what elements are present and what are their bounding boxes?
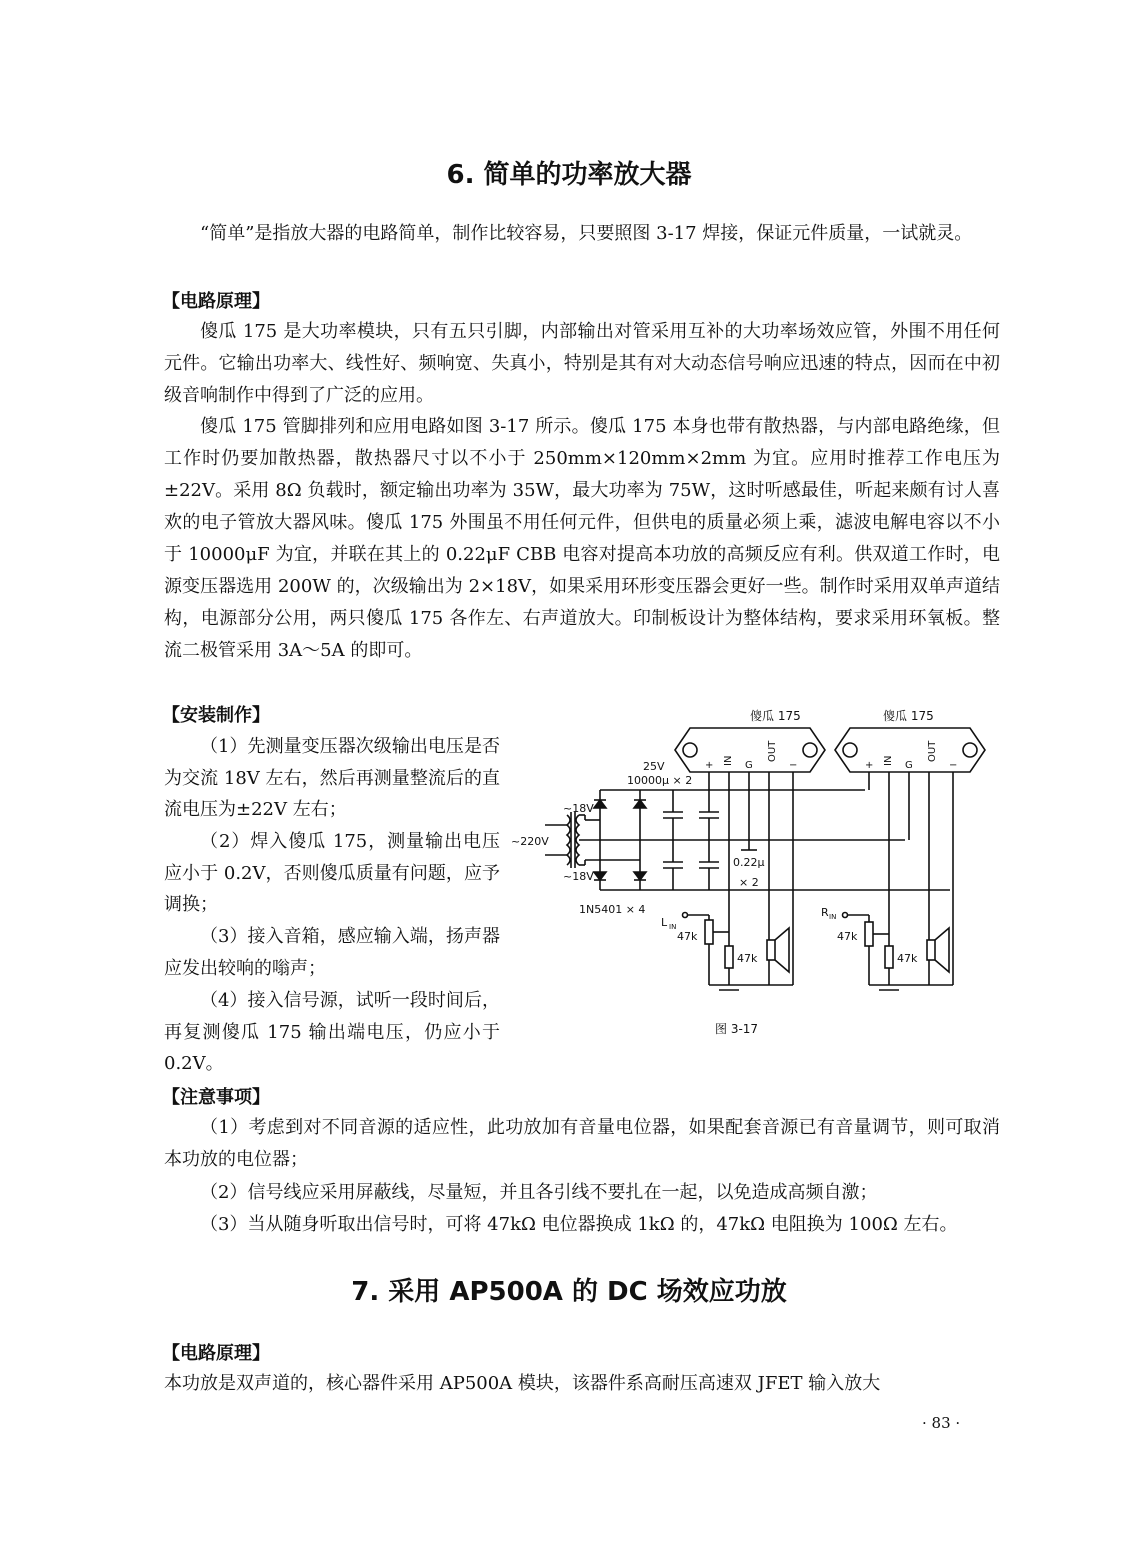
install-step-2: （2）焊入傻瓜 175，测量输出电压应小于 0.2V，否则傻瓜质量有问题，应予调换；	[164, 831, 500, 915]
left-input-label: L	[661, 916, 668, 929]
svg-text:IN: IN	[669, 923, 677, 931]
svg-text:−: −	[949, 760, 958, 771]
install-step-1: （1）先测量变压器次级输出电压是否为交流 18V 左右，然后再测量整流后的直流电压为±22V 左右；	[164, 736, 500, 820]
small-cap-count: × 2	[739, 876, 759, 889]
small-cap-label: 0.22μ	[733, 856, 765, 869]
intro-paragraph: “简单”是指放大器的电路简单，制作比较容易，只要照图 3-17 焊接，保证元件质量，一试就灵。	[200, 223, 973, 244]
page-number: · 83 ·	[922, 1414, 961, 1432]
svg-text:G: G	[905, 760, 913, 771]
svg-text:IN: IN	[883, 755, 894, 766]
principle-paragraph-2: 傻瓜 175 管脚排列和应用电路如图 3-17 所示。傻瓜 175 本身也带有散热器，与内部电路绝缘，但工作时仍要加散热器，散热器尺寸以不小于 250mm×120mm×2mm 为宜。应用时推荐工作电压为±22V。采用 8Ω 负载时，额定输出功率为 35W，最大功率为 75W，这时听感最佳，听起来颇有讨人喜欢的电子管放大器风味。傻瓜 175 外围虽不用任何元件，但供电的质量必须上乘，滤波电解电容以不小于 10000μF 为宜，并联在其上的 0.22μF CBB 电容对提高本功放的高频反应有利。供双道工作时，电源变压器选用 200W 的，次级输出为 2×18V，如果采用环形变压器会更好一些。制作时采用双单声道结构，电源部分公用，两只傻瓜 175 各作左、右声道放大。印制板设计为整体结构，要求采用环氧板。整流二极管采用 3A～5A 的即可。	[164, 416, 1000, 661]
primary-label: ~220V	[511, 835, 549, 848]
install-step-3: （3）接入音箱，感应输入端，扬声器应发出较响的嗡声；	[164, 926, 500, 979]
section-title: 6. 简单的功率放大器	[446, 160, 692, 190]
svg-text:G: G	[745, 760, 753, 771]
figure-caption: 图 3-17	[715, 1022, 759, 1036]
notes-heading: 【注意事项】	[162, 1087, 270, 1108]
cap-voltage-label: 25V	[643, 760, 665, 773]
secondary-top-label: ~18V	[563, 802, 594, 815]
svg-text:OUT: OUT	[767, 740, 778, 762]
note-3: （3）当从随身听取出信号时，可将 47kΩ 电位器换成 1kΩ 的，47kΩ 电阻换为 100Ω 左右。	[200, 1214, 958, 1235]
svg-text:+: +	[705, 760, 714, 771]
module-label-left: 傻瓜 175	[750, 709, 801, 723]
cap-value-label: 10000μ × 2	[627, 774, 693, 787]
circuit-diagram	[505, 700, 1005, 1040]
right-res-label: 47k	[897, 952, 918, 965]
install-step-4: （4）接入信号源，试听一段时间后，再复测傻瓜 175 输出端电压，仍应小于 0.2V。	[164, 990, 500, 1074]
principle-heading-7: 【电路原理】	[162, 1343, 270, 1364]
note-2: （2）信号线应采用屏蔽线，尽量短，并且各引线不要扎在一起，以免造成高频自激；	[200, 1182, 878, 1203]
svg-text:OUT: OUT	[927, 740, 938, 762]
right-input-label: R	[821, 906, 829, 919]
speaker-left-icon	[767, 928, 789, 985]
svg-text:IN: IN	[829, 913, 837, 921]
section-title-7: 7. 采用 AP500A 的 DC 场效应功放	[351, 1277, 787, 1307]
right-pot-label: 47k	[837, 930, 858, 943]
principle-paragraph-1: 傻瓜 175 是大功率模块，只有五只引脚，内部输出对管采用互补的大功率场效应管，外围不用任何元件。它输出功率大、线性好、频响宽、失真小，特别是其有对大动态信号响应迅速的特点，因而在中初级音响制作中得到了广泛的应用。	[164, 321, 1000, 406]
principle-heading: 【电路原理】	[162, 291, 270, 312]
note-1: （1）考虑到对不同音源的适应性，此功放加有音量电位器，如果配套音源已有音量调节，则可取消本功放的电位器；	[164, 1117, 1000, 1170]
section7-paragraph: 本功放是双声道的，核心器件采用 AP500A 模块，该器件系高耐压高速双 JFET 输入放大	[164, 1373, 881, 1394]
left-pot-label: 47k	[677, 930, 698, 943]
speaker-right-icon	[927, 928, 949, 985]
svg-text:+: +	[865, 760, 874, 771]
svg-text:−: −	[789, 760, 798, 771]
svg-text:IN: IN	[723, 755, 734, 766]
secondary-bottom-label: ~18V	[563, 870, 594, 883]
diode-label: 1N5401 × 4	[579, 903, 646, 916]
left-res-label: 47k	[737, 952, 758, 965]
module-label-right: 傻瓜 175	[883, 709, 934, 723]
install-heading: 【安装制作】	[162, 705, 270, 726]
